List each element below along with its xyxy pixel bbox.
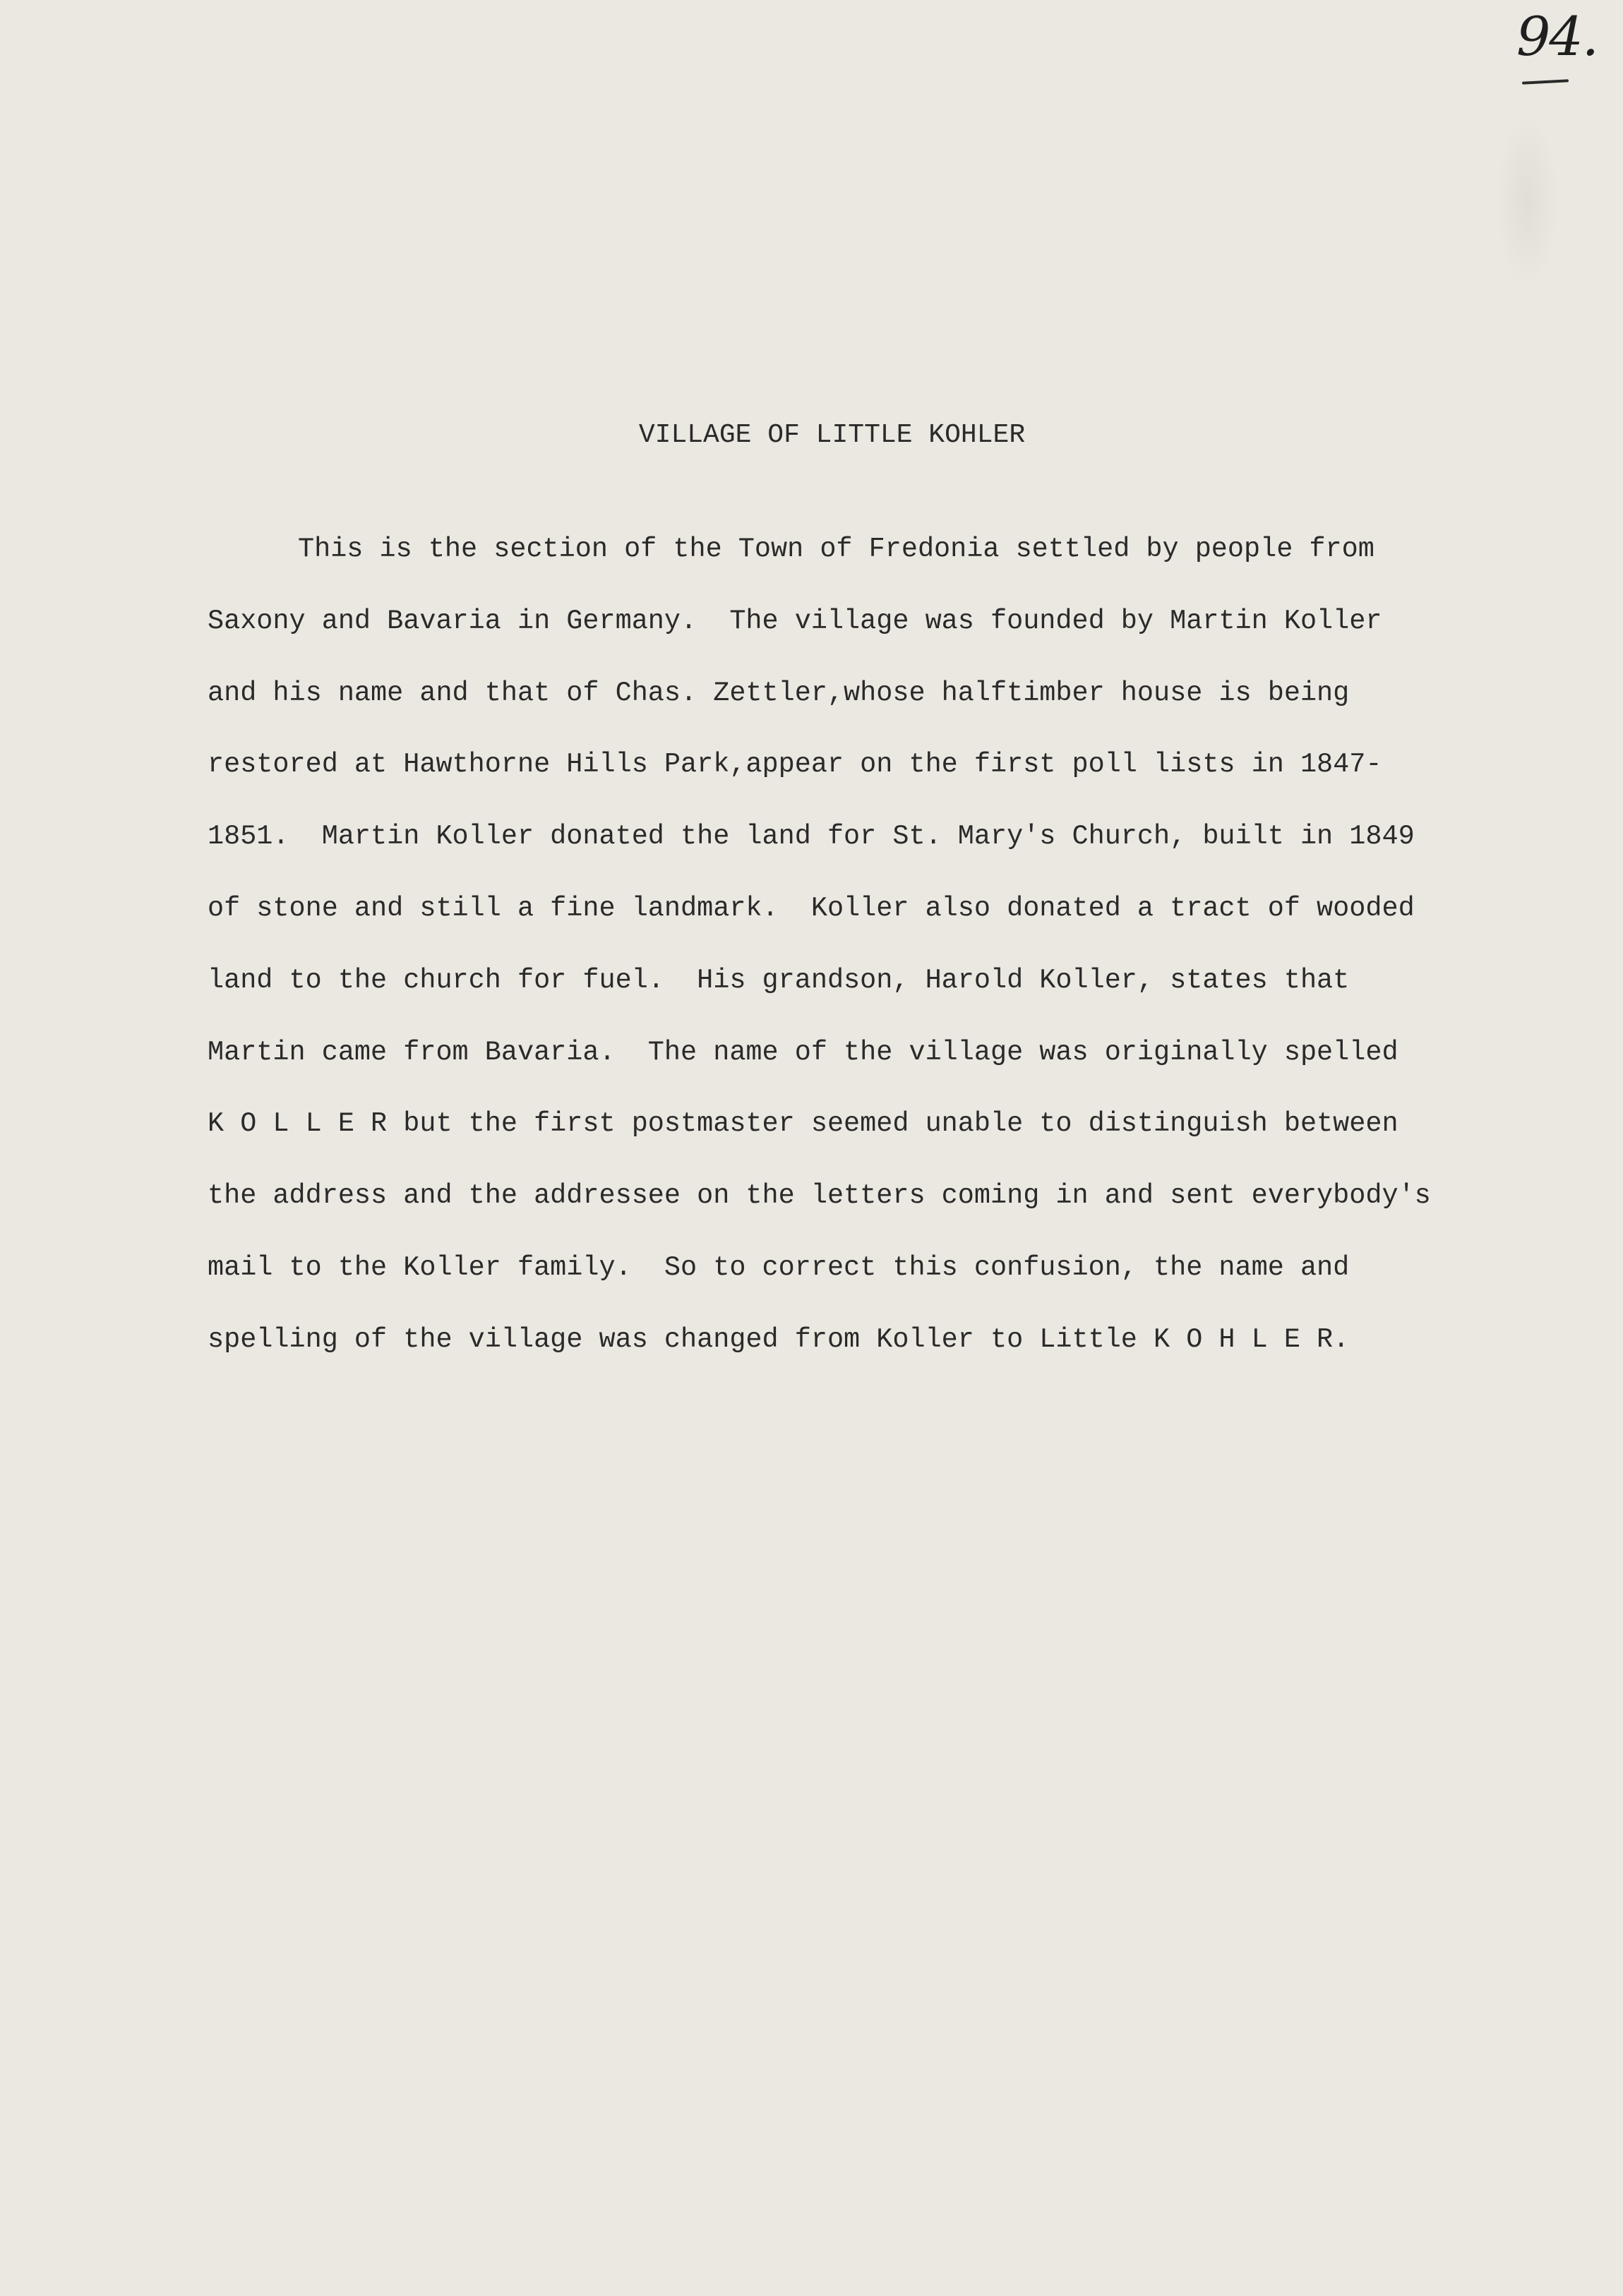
paragraph-line: land to the church for fuel. His grandson, Harold Koller, states that <box>208 964 1350 996</box>
paragraph-line: and his name and that of Chas. Zettler,whose halftimber house is being <box>208 677 1350 709</box>
paragraph-line: 1851. Martin Koller donated the land for St. Mary's Church, built in 1849 <box>208 821 1415 853</box>
paragraph-line: of stone and still a fine landmark. Koller also donated a tract of wooded <box>208 892 1415 924</box>
page-number: 94. <box>1516 5 1598 68</box>
page-number-underline <box>1522 79 1569 84</box>
paragraph-line: mail to the Koller family. So to correct this confusion, the name and <box>208 1251 1350 1283</box>
paragraph-line: restored at Hawthorne Hills Park,appear on the first poll lists in 1847- <box>208 749 1382 781</box>
paragraph-line: the address and the addressee on the letters coming in and sent everybody's <box>208 1180 1431 1212</box>
paragraph-line: spelling of the village was changed from Koller to Little K O H L E R. <box>208 1323 1350 1355</box>
paragraph-line: K O L L E R but the first postmaster seemed unable to distinguish between <box>208 1108 1399 1140</box>
body-paragraph <box>208 528 1563 1390</box>
document-title: VILLAGE OF LITTLE KOHLER <box>638 420 1026 450</box>
paragraph-line: Saxony and Bavaria in Germany. The village was founded by Martin Koller <box>208 605 1382 637</box>
paragraph-line: This is the section of the Town of Fredonia settled by people from <box>298 534 1375 565</box>
ink-bleed-mark <box>1495 113 1559 289</box>
paragraph-line: Martin came from Bavaria. The name of the village was originally spelled <box>208 1036 1399 1068</box>
